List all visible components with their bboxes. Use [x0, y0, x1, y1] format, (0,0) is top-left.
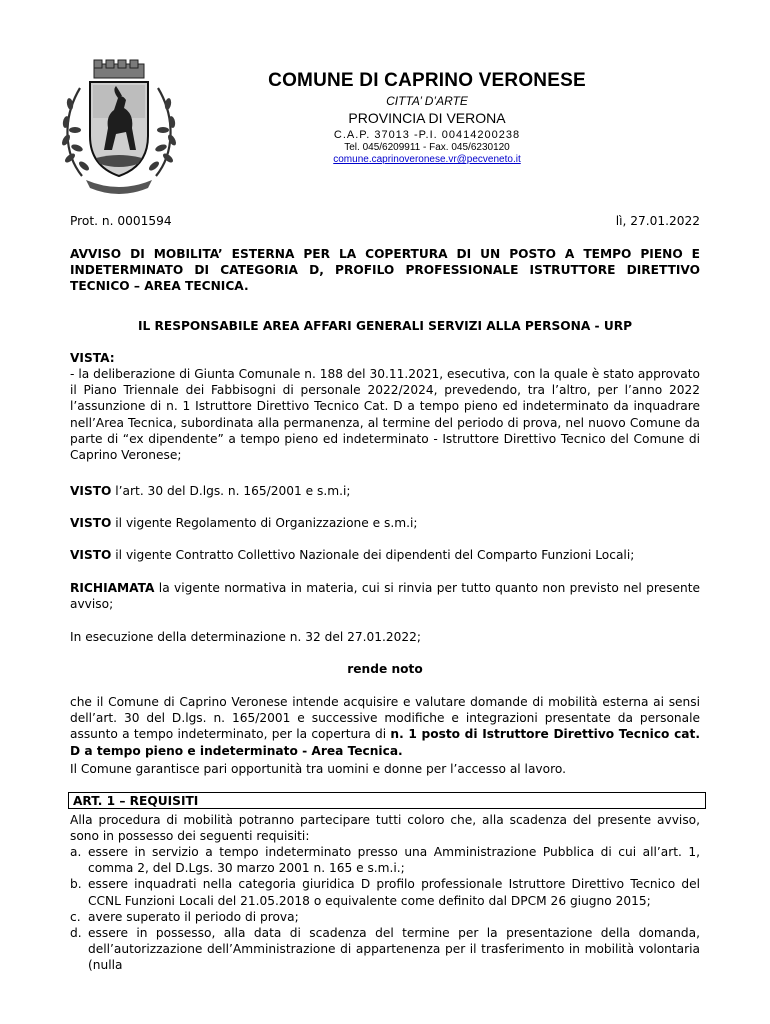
list-marker: d.	[70, 926, 82, 941]
visto-paragraph-3	[70, 547, 700, 563]
municipality-title: COMUNE DI CAPRINO VERONESE	[268, 70, 586, 91]
visto-text: il vigente Contratto Collettivo Nazionale dei dipendenti del Comparto Funzioni Locali;	[111, 548, 635, 562]
list-marker: a.	[70, 845, 82, 859]
protocol-date: lì, 27.01.2022	[615, 214, 700, 228]
article-1-title: ART. 1 – REQUISITI	[73, 794, 199, 808]
list-item	[70, 925, 700, 974]
municipality-subtitle: CITTA’ D’ARTE	[386, 94, 468, 108]
vista-label: VISTA:	[70, 351, 115, 365]
phone-fax: Tel. 045/6209911 - Fax. 045/6230120	[344, 142, 510, 153]
requirements-intro: Alla procedura di mobilità potranno partecipare tutti coloro che, alla scadenza del presente avviso, sono in possesso dei seguenti requisiti:	[70, 813, 700, 844]
visto-paragraph-1	[70, 483, 700, 499]
announcement-paragraph	[70, 694, 700, 759]
rende-noto-heading: rende noto	[347, 662, 423, 676]
notice-title: AVVISO DI MOBILITA’ ESTERNA PER LA COPERTURA DI UN POSTO A TEMPO PIENO E INDETERMINATO DI CATEGORIA D, PROFILO PROFESSIONALE ISTRUTTORE DIRETTIVO TECNICO – AREA TECNICA.	[70, 247, 700, 294]
list-item-text: avere superato il periodo di prova;	[88, 909, 299, 924]
announcement-text: che il Comune di Caprino Veronese intende acquisire e valutare domande di mobilità esterna ai sensi dell’art. 30 del D.lgs. n. 165/2001 e successive modifiche e integrazioni presentate da personale assunto a tempo indeterminato, per la copertura di	[70, 695, 700, 742]
visto-label: VISTO	[70, 516, 112, 530]
visto-label: VISTO	[70, 484, 112, 498]
province: PROVINCIA DI VERONA	[348, 110, 506, 126]
announcement-position: n. 1 posto di Istruttore Direttivo Tecnico cat. D a tempo pieno e indeterminato - Area Tecnica.	[70, 727, 700, 758]
richiamata-text: la vigente normativa in materia, cui si rinvia per tutto quanto non previsto nel presente avviso;	[70, 581, 700, 612]
richiamata-label: RICHIAMATA	[70, 581, 155, 595]
list-item	[70, 909, 700, 925]
municipal-crest-logo	[60, 58, 178, 198]
list-item-text: essere in possesso, alla data di scadenza del termine per la presentazione della domanda, dell’autorizzazione dell’Amministrazione di appartenenza per il trasferimento in mobilità volontaria (nulla	[88, 926, 700, 973]
esecuzione-paragraph: In esecuzione della determinazione n. 32 del 27.01.2022;	[70, 630, 421, 644]
visto-text: l’art. 30 del D.lgs. n. 165/2001 e s.m.i;	[111, 484, 351, 498]
protocol-number: Prot. n. 0001594	[70, 214, 172, 228]
cap-piva: C.A.P. 37013 -P.I. 00414200238	[333, 129, 521, 141]
richiamata-paragraph	[70, 580, 700, 612]
list-item-text: essere inquadrati nella categoria giuridica D profilo professionale Istruttore Direttivo Tecnico del CCNL Funzioni Locali del 21.05.2018 o equivalente come definito dal DPCM 26 giugno 2015;	[88, 877, 700, 908]
equal-opportunity-paragraph: Il Comune garantisce pari opportunità tra uomini e donne per l’accesso al lavoro.	[70, 762, 566, 776]
list-item	[70, 876, 700, 908]
list-marker: b.	[70, 877, 82, 892]
list-item	[70, 844, 700, 876]
responsabile-heading: IL RESPONSABILE AREA AFFARI GENERALI SERVIZI ALLA PERSONA - URP	[137, 319, 633, 333]
requirements-list	[70, 844, 700, 974]
protocol-line	[70, 214, 700, 228]
list-item-text: essere in servizio a tempo indeterminato presso una Amministrazione Pubblica di cui all’art. 1, comma 2, del D.Lgs. 30 marzo 2001 n. 165 e s.m.i.;	[88, 845, 700, 876]
letterhead	[232, 70, 622, 165]
vista-paragraph: - la deliberazione di Giunta Comunale n. 188 del 30.11.2021, esecutiva, con la quale è stato approvato il Piano Triennale dei Fabbisogni di personale 2022/2024, prevedendo, tra l’altro, per l’anno 2022 l’assunzione di n. 1 Istruttore Direttivo Tecnico Cat. D a tempo pieno ed indeterminato da inquadrare nell’Area Tecnica, subordinata alla permanenza, al termine del periodo di prova, nel nuovo Comune da parte di “ex dipendente” a tempo pieno ed indeterminato - Istruttore Direttivo Tecnico del Comune di Caprino Veronese;	[70, 367, 700, 463]
visto-label: VISTO	[70, 548, 112, 562]
pec-email-link[interactable]: comune.caprinoveronese.vr@pecveneto.it	[333, 154, 521, 165]
visto-paragraph-2	[70, 515, 700, 531]
visto-text: il vigente Regolamento di Organizzazione e s.m.i;	[111, 516, 418, 530]
list-marker: c.	[70, 909, 81, 924]
article-1-header-box	[68, 792, 706, 809]
